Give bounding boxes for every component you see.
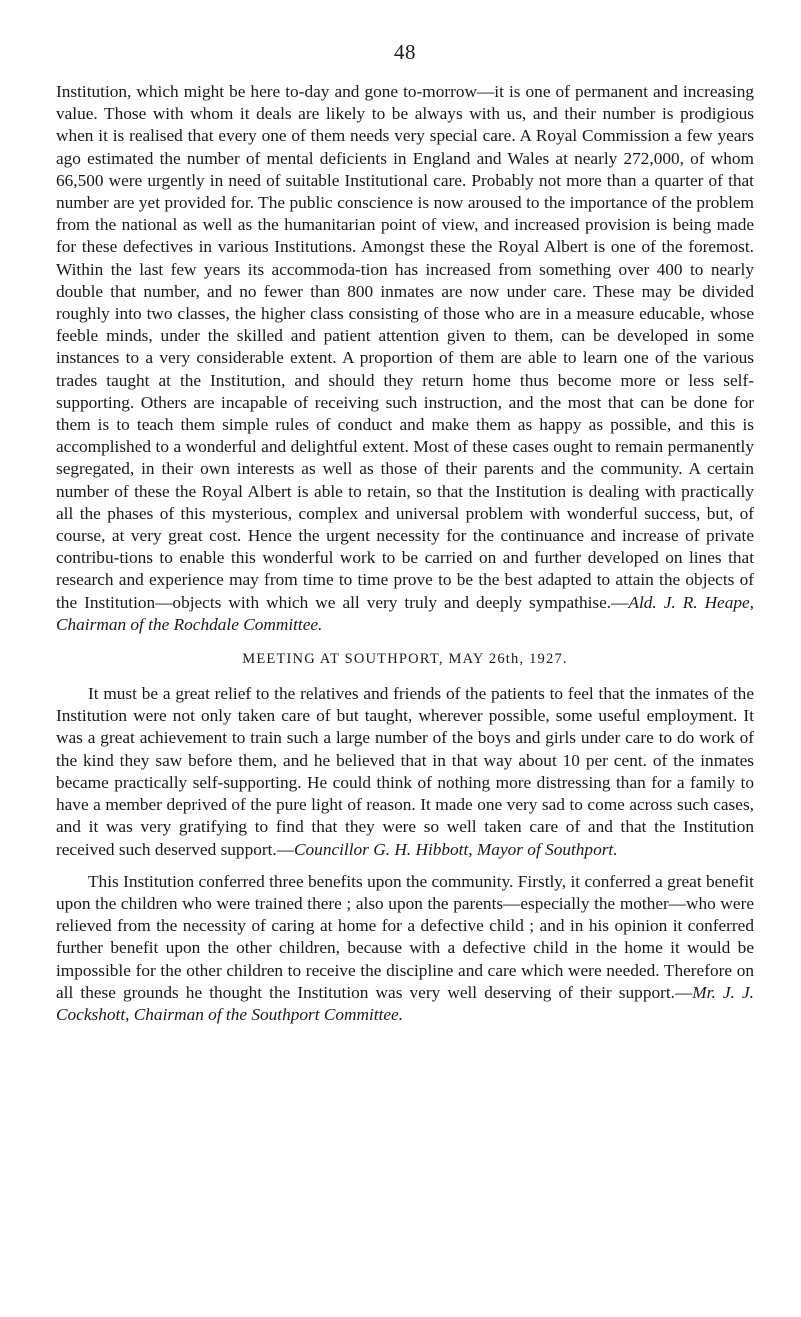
page-number: 48 <box>394 40 416 64</box>
paragraph-text: Institution, which might be here to-day and gone to-morrow—it is one of permanent and increasing value. Those with whom it deals are likely to be always with us, and their number is prodigious when it is realised that every one of them needs very special care. A Royal Commission a few years ago estimated the number of mental deficients in England and Wales at nearly 272,000, of whom 66,500 were urgently in need of suitable Institutional care. Probably not more than a quarter of that number are yet provided for. The public conscience is now aroused to the importance of the problem from the national as well as the humanitarian point of view, and increased provision is being made for these defectives in various Institutions. Amongst these the Royal Albert is one of the foremost. Within the last few years its accommoda-tion has increased from something over 400 to nearly double that number, and no fewer than 800 inmates are now under care. These may be divided roughly into two classes, the higher class consisting of those who are in a measure educable, whose feeble minds, under the skilled and patient attention given to them, can be developed in some instances to a very considerable extent. A proportion of them are able to learn one of the various trades taught at the Institution, and should they return home thus become more or less self-supporting. Others are incapable of receiving such instruction, and the most that can be done for them is to teach them simple rules of conduct and make them as happy as possible, and this is accomplished to a wonderful and delightful extent. Most of these cases ought to remain permanently segregated, in their own interests as well as those of their parents and the community. A certain number of these the Royal Albert is able to retain, so that the Institution is dealing with practically all the phases of this mysterious, complex and universal problem with wonderful success, but, of course, at very great cost. Hence the urgent necessity for the continuance and increase of private contribu-tions to enable this wonderful work to be carried on and further developed on lines that research and experience may from time to time prove to be the best adapted to attain the objects of the Institution—objects with which we all very truly and deeply sympathise.— <box>56 82 754 612</box>
paragraph-rochdale <box>56 81 754 636</box>
paragraph-gap <box>56 861 754 871</box>
attribution-cockshott: Mr. J. J. Cockshott, Chairman of the Southport Committee. <box>56 982 754 1024</box>
paragraph-text: This Institution conferred three benefits upon the community. Firstly, it conferred a great benefit upon the children who were trained there ; also upon the parents—especially the mother—who were relieved from the necessity of caring at home for a defective child ; and in his opinion it conferred further benefit upon the other children, because with a defective child in the home it would be impossible for the other children to receive the discipline and care which were needed. Therefore on all these grounds he thought the Institution was very well deserving of their support.— <box>56 871 754 1002</box>
heading-prefix: MEETING AT SOUTHPORT, MAY 26 <box>242 651 506 668</box>
paragraph-cockshott <box>56 871 754 1026</box>
attribution-heape: Ald. J. R. Heape, Chairman of the Rochdale Committee. <box>56 592 754 634</box>
document-page <box>56 0 754 1026</box>
heading-suffix: th, 1927. <box>505 651 568 668</box>
attribution-hibbott: Councillor G. H. Hibbott, Mayor of Southport. <box>294 839 618 859</box>
paragraph-text: It must be a great relief to the relatives and friends of the patients to feel that the inmates of the Institution were not only taken care of but taught, wherever possible, some useful employment. It was a great achievement to train such a large number of the boys and girls under care to do work of the kind they saw before them, and he believed that in that way about 10 per cent. of the inmates became practically self-supporting. He could think of nothing more distressing than for a family to have a member deprived of the pure light of reason. It made one very sad to come across such cases, and it was very gratifying to find that they were so well taken care of and that the Institution received such deserved support.— <box>56 684 754 859</box>
section-heading <box>56 648 754 670</box>
paragraph-hibbott <box>56 683 754 861</box>
